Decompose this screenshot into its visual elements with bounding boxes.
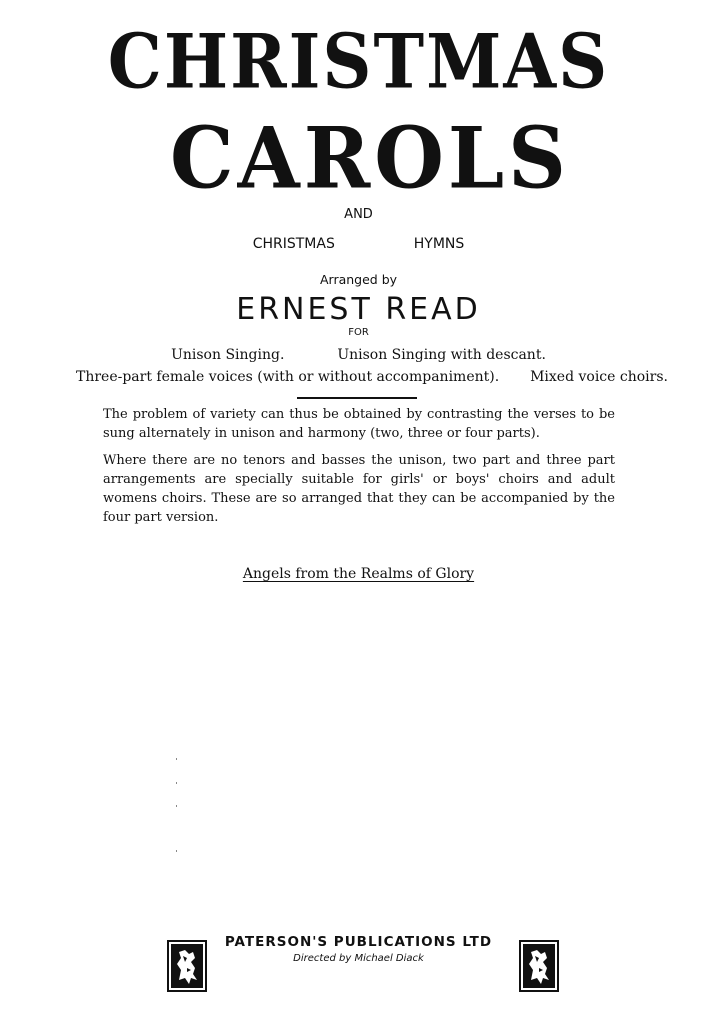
paragraph-variety: The problem of variety can thus be obtained by contrasting the verses to be sung alternately in unison and harmony (two, three or four parts). [103,407,615,441]
subtitle [0,236,717,252]
paper-speck [176,850,177,852]
voicing-unison-descant: Unison Singing with descant. [337,347,546,363]
arranged-by-label: Arranged by [319,272,398,287]
for-label: FOR [348,327,369,338]
title-carols: CAROLS [170,108,570,208]
conjunction-and: AND [344,207,373,222]
paper-speck [176,805,177,807]
voicing-line-2 [76,369,668,385]
song-title: Angels from the Realms of Glory [242,566,475,582]
title-christmas: CHRISTMAS [107,17,610,106]
divider-rule [297,397,417,399]
subtitle-christmas: CHRISTMAS [252,236,335,252]
paper-speck [176,782,177,784]
subtitle-hymns: HYMNS [413,236,465,252]
paper-speck [176,758,177,760]
publisher-name: PATERSON'S PUBLICATIONS LTD [224,934,493,950]
voicing-three-part: Three-part female voices (with or without accompaniment). [76,369,500,385]
lion-emblem-icon [519,940,559,992]
voicing-mixed: Mixed voice choirs. [530,369,668,385]
paragraph-arrangements: Where there are no tenors and basses the unison, two part and three part arrangements are specially suitable for girls' or boys' choirs and adult womens choirs. These are so arranged that they can be accompanied by the four part version. [103,453,615,525]
voicing-line-1 [0,347,717,363]
publisher-director: Directed by Michael Diack [293,953,424,964]
voicing-unison: Unison Singing. [171,347,285,363]
arranger-name: ERNEST READ [236,292,481,327]
